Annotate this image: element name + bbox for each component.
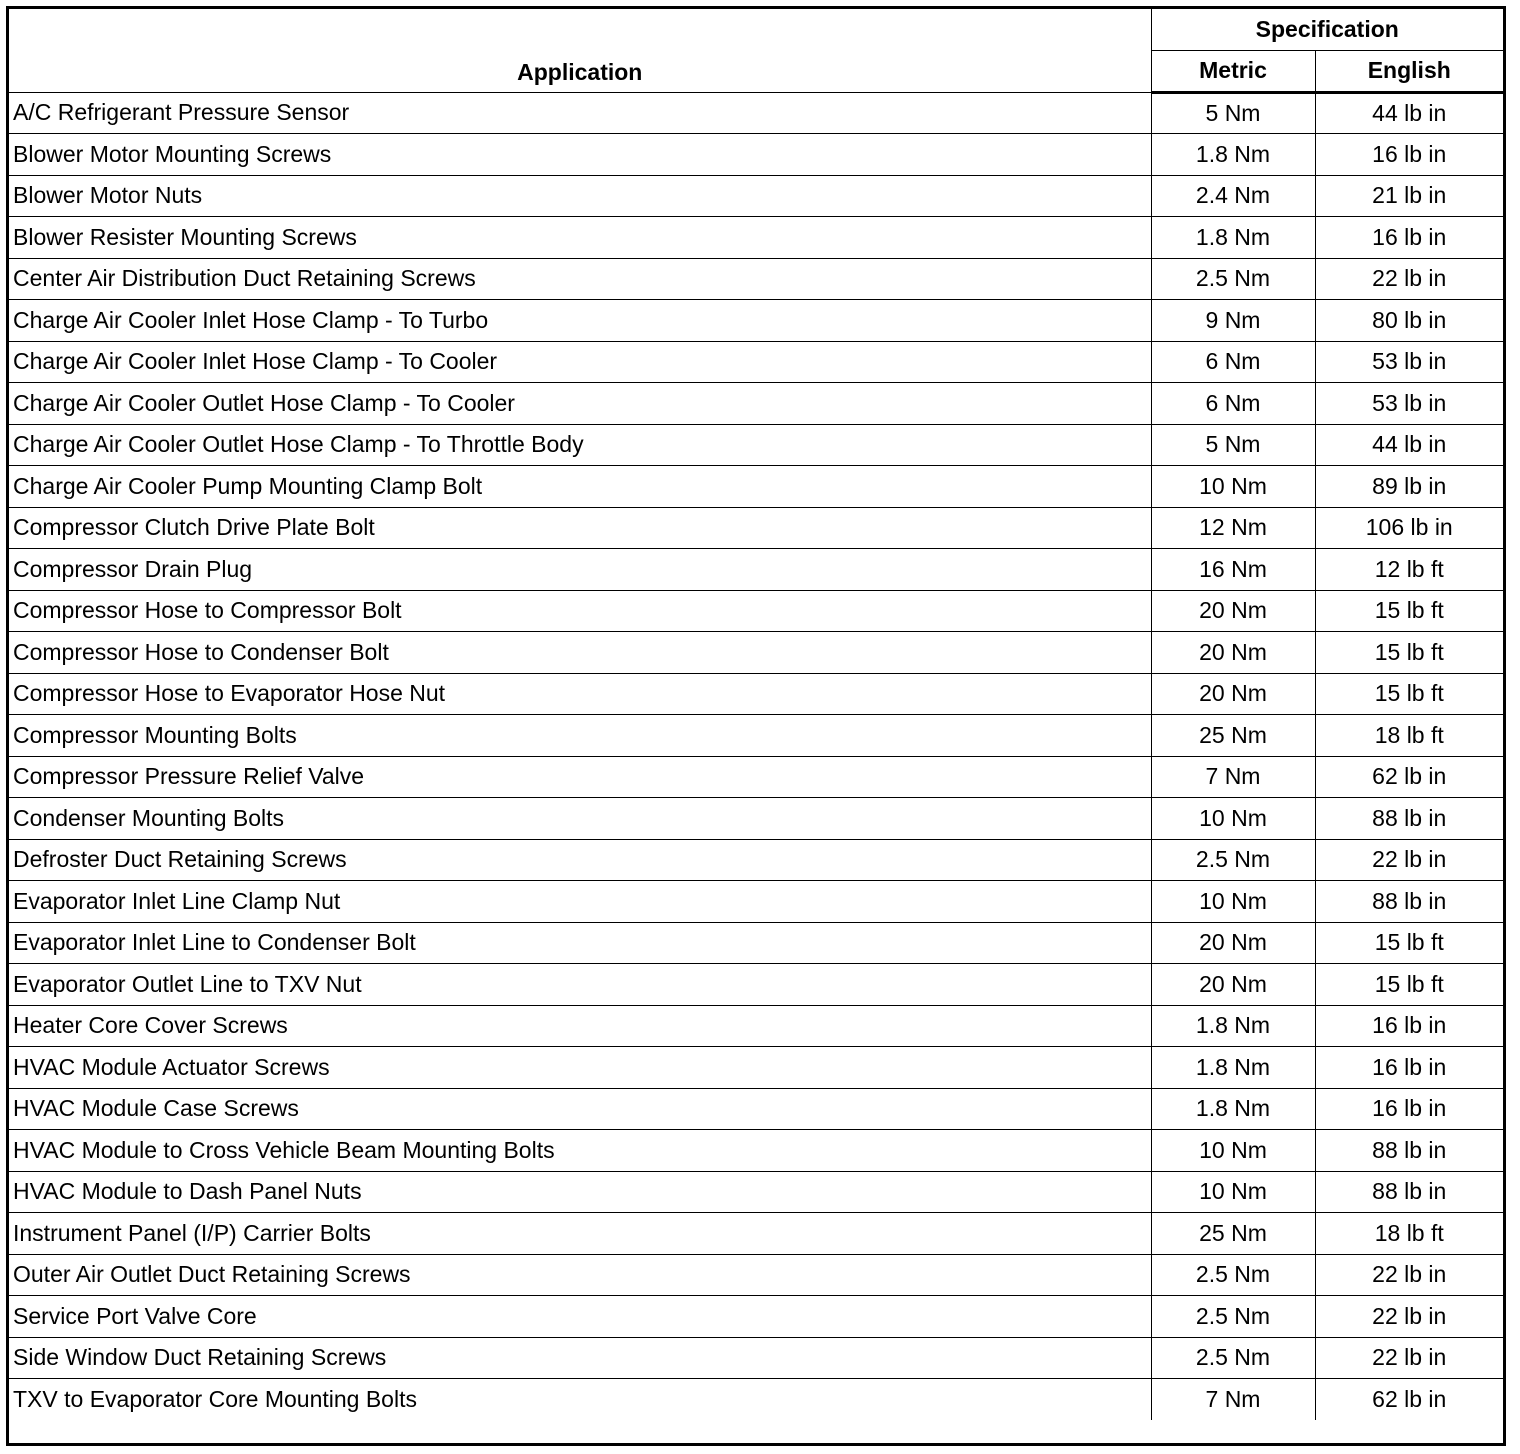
english-cell: 88 lb in	[1315, 798, 1503, 840]
metric-cell: 20 Nm	[1151, 673, 1315, 715]
table-row	[9, 756, 1503, 798]
table-row	[9, 92, 1503, 134]
metric-cell: 12 Nm	[1151, 507, 1315, 549]
table-row	[9, 1047, 1503, 1089]
metric-cell: 1.8 Nm	[1151, 1088, 1315, 1130]
application-cell: A/C Refrigerant Pressure Sensor	[9, 92, 1151, 134]
english-cell: 12 lb ft	[1315, 549, 1503, 591]
application-cell: Blower Resister Mounting Screws	[9, 217, 1151, 259]
application-cell: Blower Motor Nuts	[9, 175, 1151, 217]
metric-cell: 20 Nm	[1151, 922, 1315, 964]
metric-cell: 20 Nm	[1151, 964, 1315, 1006]
metric-cell: 5 Nm	[1151, 92, 1315, 134]
application-cell: HVAC Module Case Screws	[9, 1088, 1151, 1130]
metric-cell: 2.5 Nm	[1151, 1296, 1315, 1338]
application-cell: Heater Core Cover Screws	[9, 1005, 1151, 1047]
table-row	[9, 1213, 1503, 1255]
table-row	[9, 673, 1503, 715]
english-cell: 44 lb in	[1315, 424, 1503, 466]
table-row	[9, 258, 1503, 300]
english-cell: 15 lb ft	[1315, 673, 1503, 715]
metric-cell: 6 Nm	[1151, 341, 1315, 383]
application-cell: Compressor Clutch Drive Plate Bolt	[9, 507, 1151, 549]
torque-spec-table	[9, 9, 1503, 1420]
metric-cell: 25 Nm	[1151, 1213, 1315, 1255]
application-cell: Evaporator Inlet Line to Condenser Bolt	[9, 922, 1151, 964]
table-row	[9, 881, 1503, 923]
table-row	[9, 1130, 1503, 1172]
application-cell: Compressor Mounting Bolts	[9, 715, 1151, 757]
english-cell: 53 lb in	[1315, 341, 1503, 383]
table-row	[9, 715, 1503, 757]
english-cell: 21 lb in	[1315, 175, 1503, 217]
english-cell: 53 lb in	[1315, 383, 1503, 425]
application-cell: Condenser Mounting Bolts	[9, 798, 1151, 840]
metric-cell: 10 Nm	[1151, 1171, 1315, 1213]
table-row	[9, 1254, 1503, 1296]
application-cell: Charge Air Cooler Inlet Hose Clamp - To Turbo	[9, 300, 1151, 342]
application-cell: Charge Air Cooler Outlet Hose Clamp - To Throttle Body	[9, 424, 1151, 466]
table-row	[9, 300, 1503, 342]
metric-cell: 25 Nm	[1151, 715, 1315, 757]
english-cell: 22 lb in	[1315, 839, 1503, 881]
application-cell: Charge Air Cooler Inlet Hose Clamp - To Cooler	[9, 341, 1151, 383]
metric-cell: 1.8 Nm	[1151, 217, 1315, 259]
english-cell: 16 lb in	[1315, 217, 1503, 259]
english-cell: 22 lb in	[1315, 258, 1503, 300]
header-metric: Metric	[1151, 51, 1315, 93]
application-cell: TXV to Evaporator Core Mounting Bolts	[9, 1379, 1151, 1421]
table-row	[9, 1337, 1503, 1379]
application-cell: HVAC Module to Cross Vehicle Beam Mounting Bolts	[9, 1130, 1151, 1172]
application-cell: Evaporator Outlet Line to TXV Nut	[9, 964, 1151, 1006]
english-cell: 22 lb in	[1315, 1296, 1503, 1338]
table-row	[9, 922, 1503, 964]
application-cell: Compressor Drain Plug	[9, 549, 1151, 591]
application-cell: Outer Air Outlet Duct Retaining Screws	[9, 1254, 1151, 1296]
english-cell: 22 lb in	[1315, 1254, 1503, 1296]
english-cell: 16 lb in	[1315, 1005, 1503, 1047]
metric-cell: 2.5 Nm	[1151, 258, 1315, 300]
table-row	[9, 134, 1503, 176]
header-english: English	[1315, 51, 1503, 93]
english-cell: 15 lb ft	[1315, 922, 1503, 964]
application-cell: Charge Air Cooler Outlet Hose Clamp - To Cooler	[9, 383, 1151, 425]
metric-cell: 10 Nm	[1151, 466, 1315, 508]
metric-cell: 7 Nm	[1151, 756, 1315, 798]
metric-cell: 5 Nm	[1151, 424, 1315, 466]
metric-cell: 10 Nm	[1151, 798, 1315, 840]
metric-cell: 10 Nm	[1151, 881, 1315, 923]
metric-cell: 6 Nm	[1151, 383, 1315, 425]
table-row	[9, 798, 1503, 840]
table-row	[9, 549, 1503, 591]
table-row	[9, 1005, 1503, 1047]
english-cell: 88 lb in	[1315, 1130, 1503, 1172]
application-cell: Compressor Hose to Condenser Bolt	[9, 632, 1151, 674]
table-row	[9, 175, 1503, 217]
metric-cell: 20 Nm	[1151, 632, 1315, 674]
application-cell: Side Window Duct Retaining Screws	[9, 1337, 1151, 1379]
application-cell: Service Port Valve Core	[9, 1296, 1151, 1338]
application-cell: Center Air Distribution Duct Retaining Screws	[9, 258, 1151, 300]
metric-cell: 20 Nm	[1151, 590, 1315, 632]
english-cell: 15 lb ft	[1315, 590, 1503, 632]
application-cell: Evaporator Inlet Line Clamp Nut	[9, 881, 1151, 923]
header-specification: Specification	[1151, 9, 1503, 51]
application-cell: Blower Motor Mounting Screws	[9, 134, 1151, 176]
english-cell: 15 lb ft	[1315, 964, 1503, 1006]
table-row	[9, 341, 1503, 383]
english-cell: 88 lb in	[1315, 881, 1503, 923]
header-application: Application	[9, 9, 1151, 92]
application-cell: Defroster Duct Retaining Screws	[9, 839, 1151, 881]
english-cell: 22 lb in	[1315, 1337, 1503, 1379]
metric-cell: 2.4 Nm	[1151, 175, 1315, 217]
table-row	[9, 1171, 1503, 1213]
application-cell: Instrument Panel (I/P) Carrier Bolts	[9, 1213, 1151, 1255]
metric-cell: 2.5 Nm	[1151, 839, 1315, 881]
table-row	[9, 590, 1503, 632]
table-row	[9, 1296, 1503, 1338]
metric-cell: 7 Nm	[1151, 1379, 1315, 1421]
english-cell: 18 lb ft	[1315, 1213, 1503, 1255]
english-cell: 44 lb in	[1315, 92, 1503, 134]
table-row	[9, 964, 1503, 1006]
english-cell: 16 lb in	[1315, 1088, 1503, 1130]
english-cell: 15 lb ft	[1315, 632, 1503, 674]
table-row	[9, 632, 1503, 674]
application-cell: Charge Air Cooler Pump Mounting Clamp Bolt	[9, 466, 1151, 508]
application-cell: HVAC Module Actuator Screws	[9, 1047, 1151, 1089]
english-cell: 16 lb in	[1315, 134, 1503, 176]
english-cell: 16 lb in	[1315, 1047, 1503, 1089]
table-row	[9, 1088, 1503, 1130]
english-cell: 106 lb in	[1315, 507, 1503, 549]
application-cell: Compressor Hose to Evaporator Hose Nut	[9, 673, 1151, 715]
metric-cell: 16 Nm	[1151, 549, 1315, 591]
english-cell: 89 lb in	[1315, 466, 1503, 508]
english-cell: 62 lb in	[1315, 1379, 1503, 1421]
application-cell: HVAC Module to Dash Panel Nuts	[9, 1171, 1151, 1213]
english-cell: 88 lb in	[1315, 1171, 1503, 1213]
metric-cell: 9 Nm	[1151, 300, 1315, 342]
metric-cell: 10 Nm	[1151, 1130, 1315, 1172]
table-row	[9, 383, 1503, 425]
table-row	[9, 507, 1503, 549]
table-row	[9, 424, 1503, 466]
english-cell: 62 lb in	[1315, 756, 1503, 798]
table-body	[9, 92, 1503, 1420]
table-row	[9, 839, 1503, 881]
table-row	[9, 466, 1503, 508]
metric-cell: 2.5 Nm	[1151, 1254, 1315, 1296]
table-row	[9, 217, 1503, 259]
metric-cell: 2.5 Nm	[1151, 1337, 1315, 1379]
metric-cell: 1.8 Nm	[1151, 134, 1315, 176]
english-cell: 80 lb in	[1315, 300, 1503, 342]
torque-spec-table-frame	[6, 6, 1506, 1446]
english-cell: 18 lb ft	[1315, 715, 1503, 757]
application-cell: Compressor Pressure Relief Valve	[9, 756, 1151, 798]
table-header	[9, 9, 1503, 92]
table-row	[9, 1379, 1503, 1421]
metric-cell: 1.8 Nm	[1151, 1047, 1315, 1089]
application-cell: Compressor Hose to Compressor Bolt	[9, 590, 1151, 632]
metric-cell: 1.8 Nm	[1151, 1005, 1315, 1047]
